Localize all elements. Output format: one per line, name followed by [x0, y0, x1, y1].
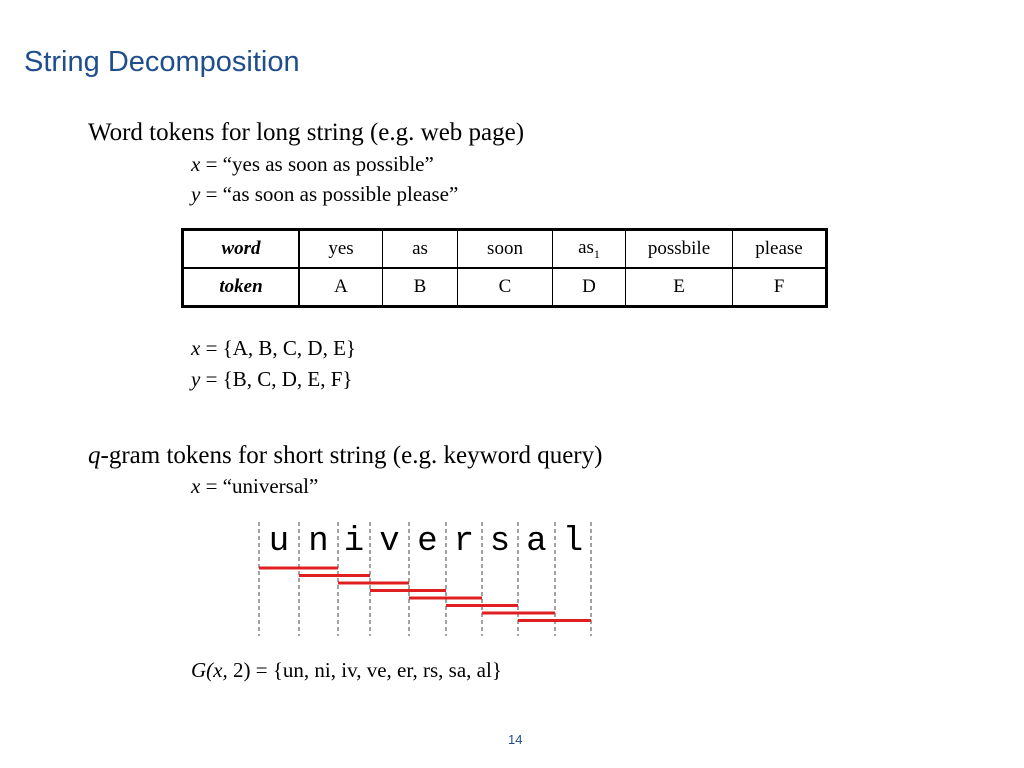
token-row	[183, 268, 827, 307]
letter-v: v	[379, 523, 400, 561]
letter-u: u	[268, 523, 290, 561]
slide-title: String Decomposition	[24, 46, 300, 78]
qgram-heading	[88, 443, 602, 468]
y-variable: y	[191, 182, 201, 206]
word-cell: yes	[299, 230, 383, 269]
word-cell: please	[733, 230, 827, 269]
as-subscript: 1	[593, 246, 600, 261]
letter-i: i	[343, 523, 365, 561]
token-cell: A	[299, 268, 383, 307]
x-variable: x	[191, 152, 201, 176]
word-cell-as1	[553, 230, 626, 269]
letter-n: n	[308, 523, 329, 561]
letter-l: l	[562, 523, 584, 561]
x-value: = “yes as soon as possible”	[200, 152, 434, 176]
x-universal-value: = “universal”	[200, 474, 319, 498]
y-variable: y	[191, 367, 201, 391]
word-cell: as	[383, 230, 458, 269]
x-variable: x	[191, 474, 201, 498]
token-row-header: token	[183, 268, 300, 307]
x-variable: x	[191, 336, 201, 360]
g-x-argument: x,	[213, 658, 228, 682]
word-as: as	[578, 236, 594, 258]
token-cell: F	[733, 268, 827, 307]
word-row-header: word	[183, 230, 300, 269]
x-set-value: = {A, B, C, D, E}	[200, 336, 357, 360]
qgram-set	[191, 660, 502, 681]
page-number: 14	[508, 732, 523, 747]
x-universal-definition	[191, 476, 318, 497]
letter-a: a	[526, 523, 547, 561]
token-cell: B	[383, 268, 458, 307]
y-set-value: = {B, C, D, E, F}	[200, 367, 353, 391]
word-tokens-heading: Word tokens for long string (e.g. web page)	[88, 119, 525, 146]
word-cell: soon	[458, 230, 553, 269]
x-token-set	[191, 338, 356, 359]
x-definition	[191, 154, 434, 175]
letter-e: e	[417, 523, 438, 561]
qgram-set-value: 2) = {un, ni, iv, ve, er, rs, sa, al}	[227, 658, 502, 682]
y-definition	[191, 184, 458, 205]
word-token-table	[181, 228, 828, 308]
y-value: = “as soon as possible please”	[200, 182, 459, 206]
y-token-set	[191, 369, 353, 390]
qgram-heading-text: -gram tokens for short string (e.g. keyword query)	[100, 442, 603, 469]
token-cell: E	[626, 268, 733, 307]
letter-r: r	[453, 523, 475, 561]
g-function: G(	[191, 658, 214, 682]
token-cell: D	[553, 268, 626, 307]
q-variable: q	[88, 442, 101, 469]
letter-s: s	[489, 523, 511, 561]
word-row	[183, 230, 827, 269]
token-cell: C	[458, 268, 553, 307]
word-cell: possbile	[626, 230, 733, 269]
qgram-bars	[259, 568, 591, 621]
